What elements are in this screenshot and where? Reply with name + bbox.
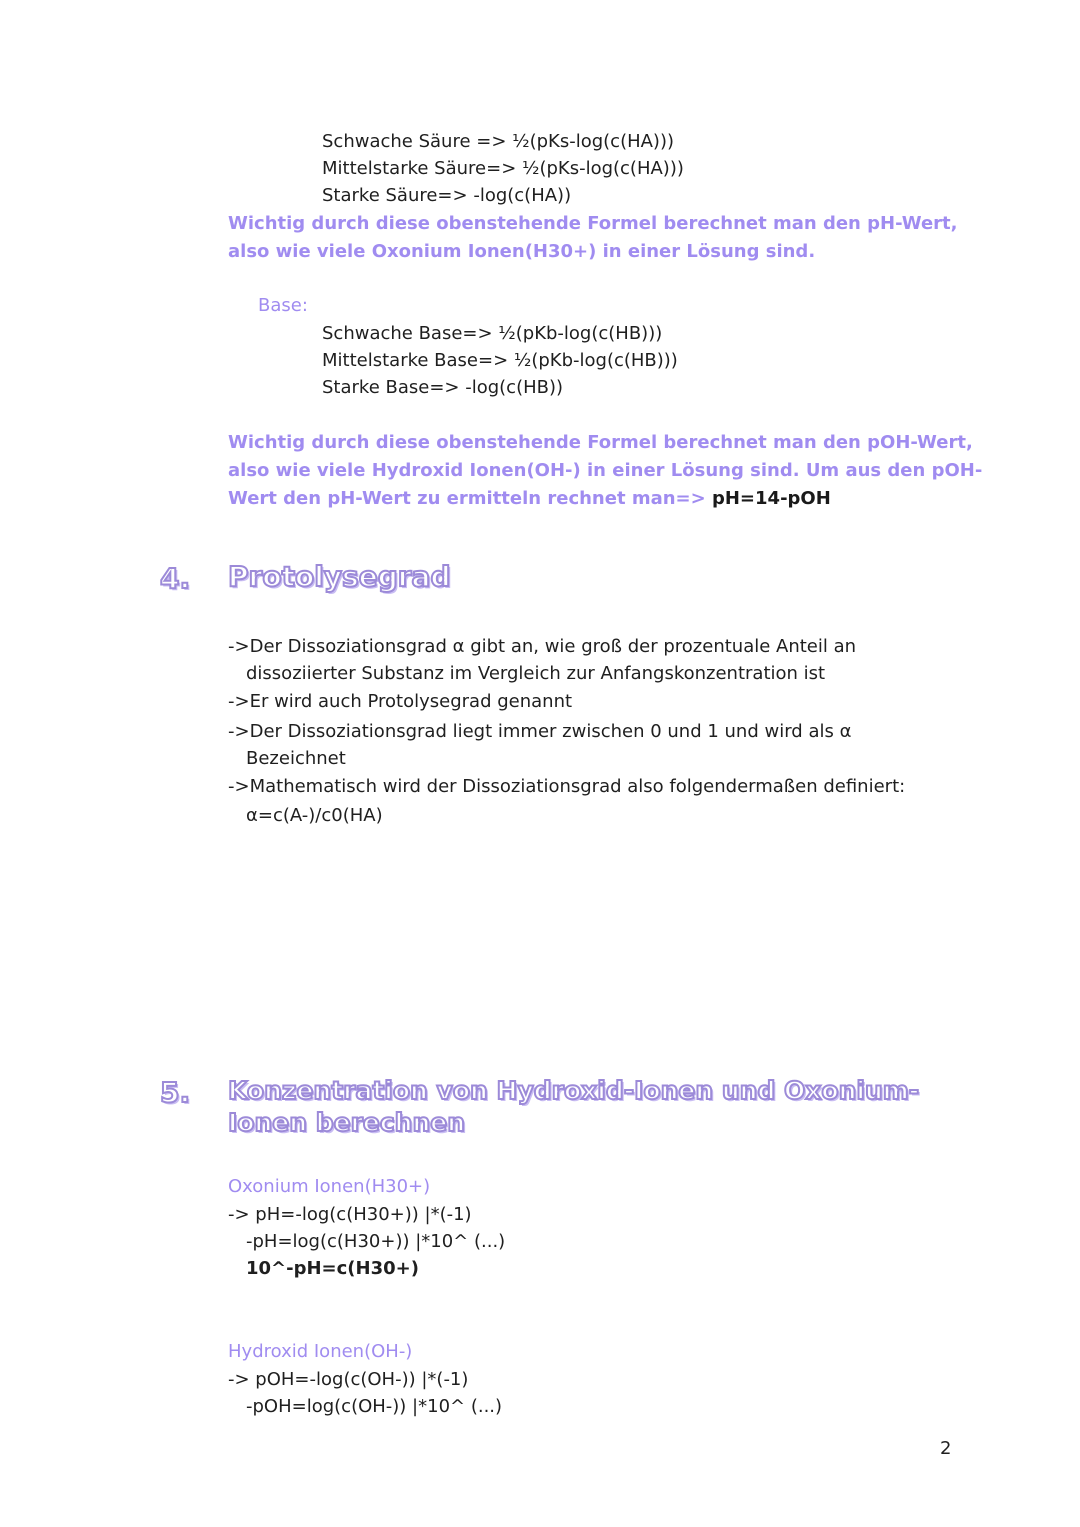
alpha-definition: α=c(A-)/c0(HA) [246, 805, 383, 826]
ph-poh-formula: pH=14-pOH [711, 488, 831, 509]
base-formula-strong: Starke Base=> -log(c(HB)) [322, 377, 564, 398]
acid-note-line: also wie viele Oxonium Ionen(H30+) in einer Lösung sind. [228, 241, 816, 262]
section-4-line: ->Der Dissoziationsgrad α gibt an, wie groß der prozentuale Anteil an [228, 636, 857, 657]
hydroxid-label: Hydroxid Ionen(OH-) [228, 1341, 413, 1362]
oxonium-label: Oxonium Ionen(H30+) [228, 1176, 431, 1197]
hydroxid-line: -pOH=log(c(OH-)) |*10^ (...) [246, 1396, 503, 1417]
hydroxid-line: -> pOH=-log(c(OH-)) |*(-1) [228, 1369, 469, 1390]
section-4-line: Bezeichnet [246, 748, 346, 769]
section-4-line: dissoziierter Substanz im Vergleich zur Anfangskonzentration ist [246, 663, 826, 684]
section-5-title-line1: Konzentration von Hydroxid-Ionen und Oxonium- [228, 1076, 920, 1105]
oxonium-result: 10^-pH=c(H30+) [246, 1258, 419, 1279]
section-4-line: ->Er wird auch Protolysegrad genannt [228, 691, 573, 712]
base-note-line: also wie viele Hydroxid Ionen(OH-) in einer Lösung sind. Um aus den pOH- [228, 460, 983, 481]
base-note-line [228, 487, 831, 511]
acid-formula-strong: Starke Säure=> -log(c(HA)) [322, 185, 572, 206]
base-label: Base: [258, 295, 308, 316]
acid-formula-weak: Schwache Säure => ½(pKs-log(c(HA))) [322, 131, 675, 152]
oxonium-line: -pH=log(c(H30+)) |*10^ (...) [246, 1231, 506, 1252]
section-4-line: ->Der Dissoziationsgrad liegt immer zwischen 0 und 1 und wird als α [228, 721, 852, 742]
base-note-line: Wichtig durch diese obenstehende Formel berechnet man den pOH-Wert, [228, 432, 973, 453]
acid-formula-medium: Mittelstarke Säure=> ½(pKs-log(c(HA))) [322, 158, 684, 179]
base-formula-medium: Mittelstarke Base=> ½(pKb-log(c(HB))) [322, 350, 678, 371]
section-4-number: 4. [160, 562, 191, 595]
acid-note-line: Wichtig durch diese obenstehende Formel berechnet man den pH-Wert, [228, 213, 958, 234]
section-5-number: 5. [160, 1076, 191, 1109]
section-5-title-line2: Ionen berechnen [228, 1108, 466, 1137]
base-formula-weak: Schwache Base=> ½(pKb-log(c(HB))) [322, 323, 663, 344]
section-4-line: ->Mathematisch wird der Dissoziationsgrad also folgendermaßen definiert: [228, 776, 906, 797]
page-number: 2 [940, 1438, 952, 1459]
oxonium-line: -> pH=-log(c(H30+)) |*(-1) [228, 1204, 472, 1225]
base-note-prefix: Wert den pH-Wert zu ermitteln rechnet man=> [228, 488, 706, 509]
section-4-title: Protolysegrad [228, 560, 451, 593]
